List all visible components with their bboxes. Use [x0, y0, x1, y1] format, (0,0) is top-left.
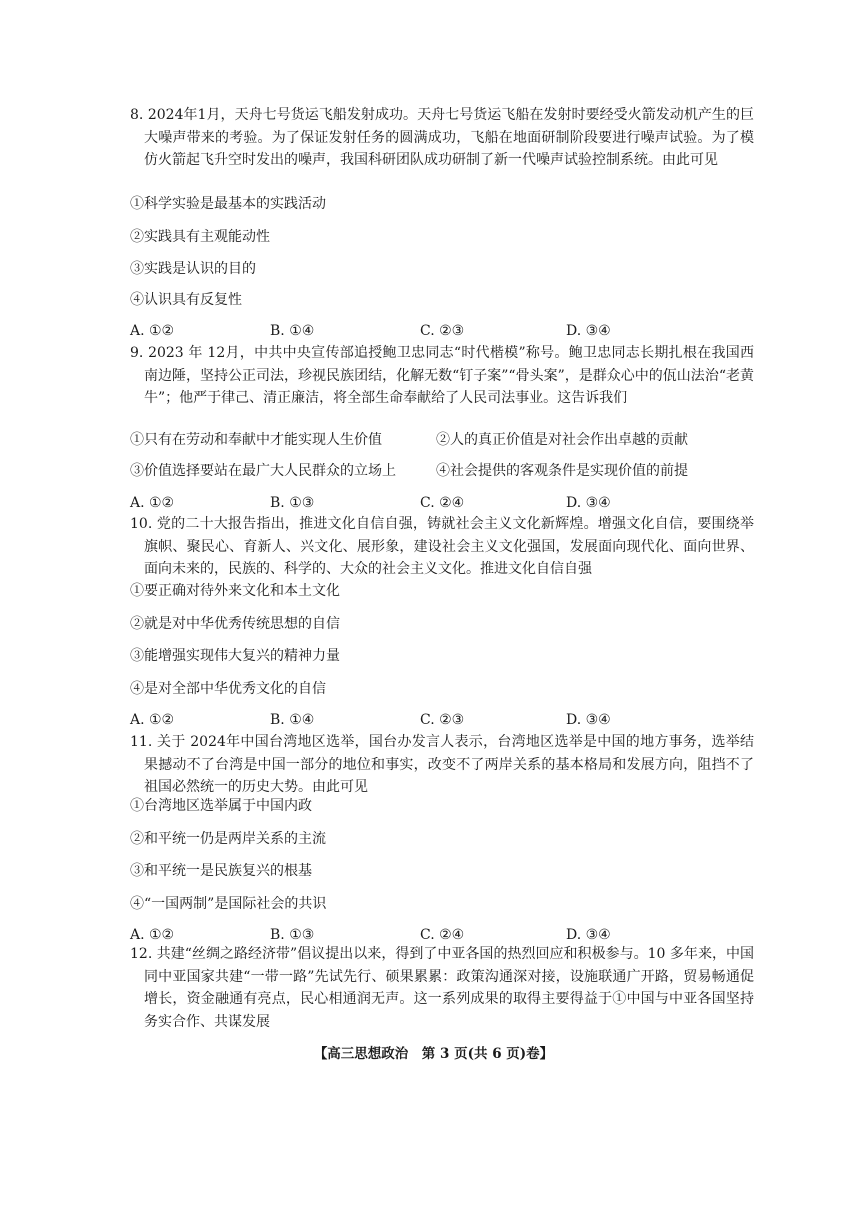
question-11-choices	[130, 926, 740, 944]
choice-c: C. ②③	[420, 323, 465, 339]
choice-d: D. ③④	[566, 712, 611, 728]
choice-d: D. ③④	[566, 927, 611, 943]
page-footer: 【高三思想政治 第 3 页(共 6 页)卷】	[313, 1046, 554, 1062]
choice-c: C. ②③	[420, 712, 465, 728]
choice-a: A. ①②	[130, 712, 175, 728]
question-11-option-3: ③和平统一是民族复兴的根基	[130, 863, 312, 879]
question-8-option-1: ①科学实验是最基本的实践活动	[130, 196, 326, 212]
choice-a: A. ①②	[130, 323, 175, 339]
question-11-option-4: ④“一国两制”是国际社会的共识	[130, 896, 327, 912]
question-10-option-3: ③能增强实现伟大复兴的精神力量	[130, 648, 340, 664]
question-8-option-3: ③实践是认识的目的	[130, 261, 256, 277]
question-8-choices	[130, 322, 740, 340]
question-11-option-1: ①台湾地区选举属于中国内政	[130, 798, 312, 814]
choice-c: C. ②④	[420, 927, 465, 943]
question-8-option-2: ②实践具有主观能动性	[130, 229, 270, 245]
choice-b: B. ①④	[270, 323, 315, 339]
choice-d: D. ③④	[566, 495, 611, 511]
question-10-option-2: ②就是对中华优秀传统思想的自信	[130, 616, 340, 632]
question-11-stem: 11. 关于 2024年中国台湾地区选举，国台办发言人表示，台湾地区选举是中国的地方事务，选举结果撼动不了台湾是中国一部分的地位和事实，改变不了两岸关系的基本格局和发展方向，阻挡不了祖国必然统一的历史大势。由此可见	[130, 734, 754, 795]
choice-a: A. ①②	[130, 495, 175, 511]
question-11-option-2: ②和平统一仍是两岸关系的主流	[130, 831, 326, 847]
question-10-option-1: ①要正确对待外来文化和本土文化	[130, 583, 340, 599]
choice-b: B. ①③	[270, 495, 315, 511]
question-9-option-4: ④社会提供的客观条件是实现价值的前提	[436, 463, 688, 479]
question-9-option-1: ①只有在劳动和奉献中才能实现人生价值	[130, 432, 382, 448]
question-9-option-3: ③价值选择要站在最广大人民群众的立场上	[130, 463, 396, 479]
question-10-choices	[130, 711, 740, 729]
question-10-stem: 10. 党的二十大报告指出，推进文化自信自强，铸就社会主义文化新辉煌。增强文化自信，要围绕举旗帜、聚民心、育新人、兴文化、展形象，建设社会主义文化强国，发展面向现代化、面向世界、面向未来的，民族的、科学的、大众的社会主义文化。推进文化自信自强	[130, 516, 754, 577]
question-9-stem: 9. 2023 年 12月，中共中央宣传部追授鲍卫忠同志“时代楷模”称号。鲍卫忠同志长期扎根在我国西南边陲，坚持公正司法，珍视民族团结，化解无数“钉子案”“骨头案”，是群众心中的佤山法治“老黄牛”；他严于律己、清正廉洁，将全部生命奉献给了人民司法事业。这告诉我们	[130, 345, 754, 406]
question-10-option-4: ④是对全部中华优秀文化的自信	[130, 681, 326, 697]
question-8-option-4: ④认识具有反复性	[130, 292, 242, 308]
choice-b: B. ①③	[270, 927, 315, 943]
choice-c: C. ②④	[420, 495, 465, 511]
choice-a: A. ①②	[130, 927, 175, 943]
question-9-choices	[130, 494, 740, 512]
question-9-option-2: ②人的真正价值是对社会作出卓越的贡献	[436, 432, 688, 448]
question-12-stem: 12. 共建“丝绸之路经济带”倡议提出以来，得到了中亚各国的热烈回应和积极参与。10 多年来，中国同中亚国家共建“一带一路”先试先行、硕果累累：政策沟通深对接，设施联通广开路，贸易畅通促增长，资金融通有亮点，民心相通润无声。这一系列成果的取得主要得益于①中国与中亚各国坚持务实合作、共谋发展	[130, 946, 754, 1030]
question-8-stem: 8. 2024年1月，天舟七号货运飞船发射成功。天舟七号货运飞船在发射时要经受火箭发动机产生的巨大噪声带来的考验。为了保证发射任务的圆满成功，飞船在地面研制阶段要进行噪声试验。为了模仿火箭起飞升空时发出的噪声，我国科研团队成功研制了新一代噪声试验控制系统。由此可见	[130, 107, 754, 168]
choice-d: D. ③④	[566, 323, 611, 339]
choice-b: B. ①④	[270, 712, 315, 728]
